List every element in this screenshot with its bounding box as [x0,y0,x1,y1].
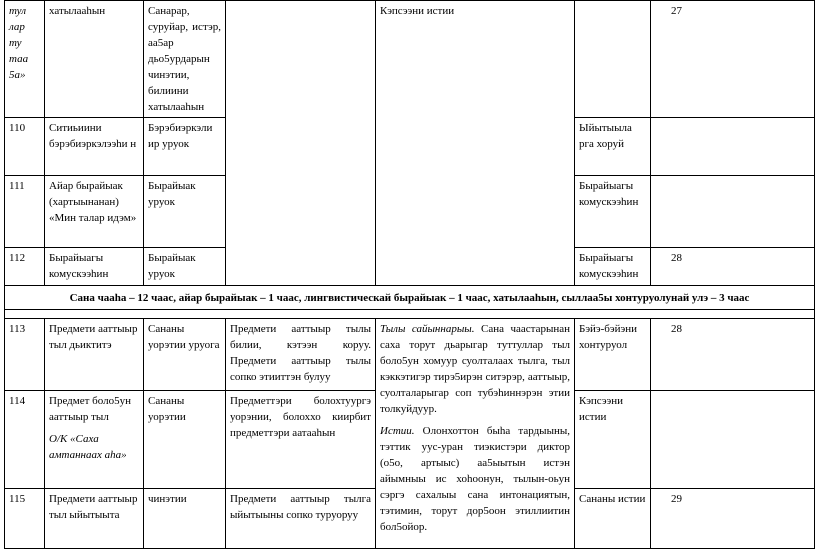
topic-text: Предмет боло5ун ааттыыр тыл [49,395,132,423]
cell-control: Сананы истии [575,489,651,549]
table-row [5,1,815,118]
cell-control: Бырайыагы комускээһин [575,248,651,286]
cell-work-merged: Кэпсээни истии [376,1,575,286]
table-row [5,319,815,391]
work-label-2: Истии. [380,425,415,437]
cell-elements: Предмети ааттыыр тылга ыйытыыны сопко туруоруу [226,489,376,549]
cell-num: 111 [5,176,45,248]
cell-num: тул лар ту таа 5а» [5,1,45,118]
spacer-cell [5,310,815,319]
cell-elements: Предмети ааттыыр тылы билии, кэтээн коруу. Предмети ааттыыр тылы сопко этииттэн булуу [226,319,376,391]
cell-topic: Ситиьиини бэрэбиэркэлээһи н [45,118,144,176]
cell-page: 27 [651,1,815,118]
cell-num: 114 [5,391,45,489]
cell-control: Бэйэ-бэйэни хонтуруол [575,319,651,391]
section-header-row [5,286,815,310]
topic-note: О/К «Саха амтаннаах аһа» [49,433,127,461]
cell-num: 115 [5,489,45,549]
spacer-row [5,310,815,319]
cell-type: Сананы уорэтии [144,391,226,489]
cell-num: 110 [5,118,45,176]
cell-type: Сананы уорэтии уруога [144,319,226,391]
cell-page: 28 [651,319,815,391]
cell-type: чинэтии [144,489,226,549]
section-header: Сана чааһа – 12 чаас, айар бырайыак – 1 чаас, лингвистическай бырайыак – 1 чаас, хатылааһын, сыллаа5ы хонтуруолунай улэ – 3 чаас [5,286,815,310]
cell-page [651,176,815,248]
work-text-2: Олонхоттон быһа тардыыны, тэттик уус-уран тиэкистэри диктор (о5о, артыыс) аа5ыытын истэн айымныы ис хоһоонун, тылын-оьун сэргэ сахалыы сана интонациятын, тэтимин, торут дор5оон этиллиитин бол5ойор. [380,425,570,533]
cell-control: Ыйытыыла рга хоруй [575,118,651,176]
cell-control [575,1,651,118]
cell-page: 29 [651,489,815,549]
work-paragraph-1 [380,321,570,417]
cell-topic: хатылааһын [45,1,144,118]
cell-type: Бырайыак уруок [144,248,226,286]
cell-page: 28 [651,248,815,286]
cell-topic: Айар бырайыак (хартыынанан) «Мин талар идэм» [45,176,144,248]
cell-type: Санарар, суруйар, истэр, аа5ар дьо5урдарын чинэтии, билиини хатылааһын [144,1,226,118]
cell-control: Бырайыагы комускээһин [575,176,651,248]
work-paragraph-2 [380,423,570,535]
cell-topic: Предмети ааттыыр тыл ыйытыыта [45,489,144,549]
cell-num: 112 [5,248,45,286]
cell-work-block [376,319,575,549]
cell-type: Бырайыак уруок [144,176,226,248]
cell-num: 113 [5,319,45,391]
cell-page [651,118,815,176]
cell-topic: Бырайыагы комускээһин [45,248,144,286]
cell-control: Кэпсээни истии [575,391,651,489]
cell-elements: Предметтэри болохтуургэ уорэнии, болоххо киирбит предметтэри аатааһын [226,391,376,489]
cell-topic: Предмети ааттыыр тыл дьиктитэ [45,319,144,391]
cell-topic [45,391,144,489]
work-label-1: Тылы сайыннарыы. [380,323,475,335]
lesson-plan-table [4,0,815,549]
cell-page [651,391,815,489]
cell-type: Бэрэбиэркэли ир уруок [144,118,226,176]
cell-elements-merged [226,1,376,286]
work-text-1: Сана чаастарынан саха торут дьарыгар туттуллар тыл боло5ун хомуур суолталаах тылга, тыл кэккэтигэр тирэ5ирэн ситэрэр, ааттыыр, суолталарыгар соп тубэһиннэрэн этии толкуйдуур. [380,323,571,415]
